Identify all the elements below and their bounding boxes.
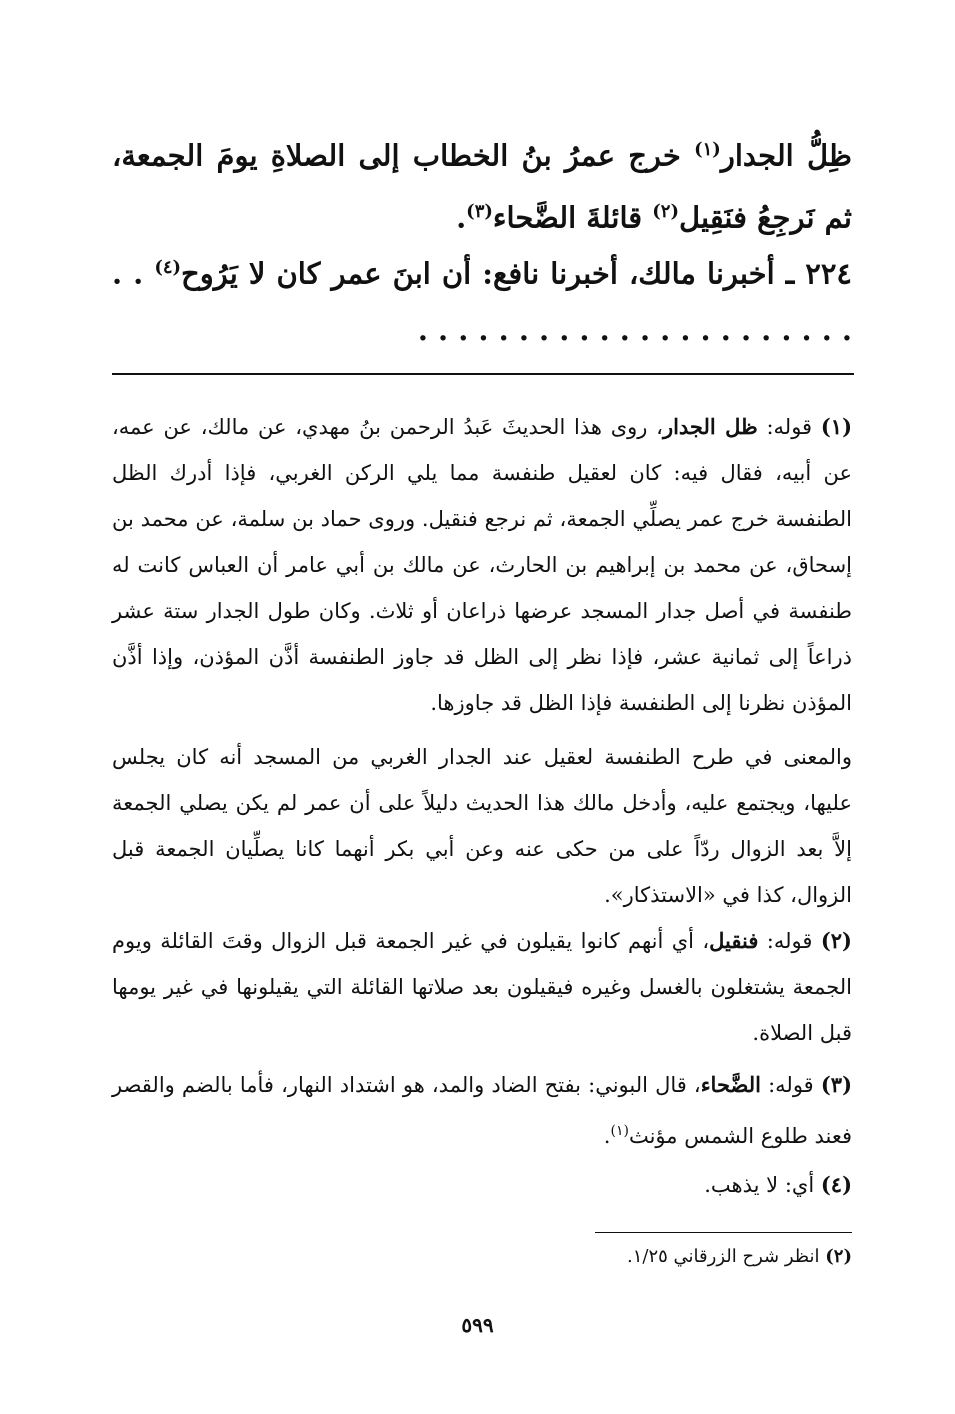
footnote-ref: (٣) <box>466 200 493 222</box>
footnote-2 <box>112 918 852 1056</box>
bottom-note-text: انظر شرح الزرقاني ١/٢٥. <box>627 1246 826 1267</box>
hadith-number: ٢٢٤ ـ <box>785 256 853 291</box>
footnote-lead: قوله: <box>758 929 821 953</box>
bottom-note <box>300 1238 852 1276</box>
footnote-keyword: فنقيل <box>709 928 759 953</box>
footnote-text: أي: لا يذهب. <box>704 1173 821 1197</box>
footnote-text-end: . <box>603 1124 611 1148</box>
main-text-segment: قائلةَ الضَّحاء <box>492 200 653 235</box>
footnote-ref: (٤) <box>154 257 182 278</box>
footnote-lead: قوله: <box>760 1073 821 1097</box>
main-text-segment: . <box>456 200 467 235</box>
footnote-number: (٣) <box>820 1072 852 1097</box>
main-paragraph-2 <box>112 240 852 358</box>
footnote-ref: (١) <box>694 139 721 160</box>
footnote-number: (٤) <box>820 1172 852 1197</box>
footnote-1 <box>112 404 852 726</box>
footnote-keyword: الضَّحاء <box>700 1072 761 1097</box>
footnote-lead: قوله: <box>757 415 821 439</box>
footnote-text: ، قال البوني: بفتح الضاد والمد، هو اشتداد النهار، فأما بالضم والقصر فعند طلوع الشمس مؤنث <box>112 1073 852 1148</box>
footnote-text: ، روى هذا الحديثَ عَبدُ الرحمن بنُ مهدي، عن مالك، عن عمه، عن أبيه، فقال فيه: كان لعقيل طنفسة مما يلي الركن الغربي، فإذا أدرك الظل الطنفسة خرج عمر يصلِّي الجمعة، ثم نرجع فنقيل. وروى حماد بن سلمة، عن محمد بن إسحاق، عن محمد بن إبراهيم بن الحارث، عن مالك بن أبي عامر أن العباس كانت له طنفسة في أصل جدار المسجد عرضها ذراعان أو ثلاث. وكان طول الجدار ستة عشر ذراعاً إلى ثمانية عشر، فإذا نظر إلى الظل قد جاوز الطنفسة أذَّن المؤذن، وإذا أذَّن المؤذن نظرنا إلى الطنفسة فإذا الظل قد جاوزها. <box>112 415 852 715</box>
main-text-segment: خرج عمرُ بنُ الخطاب إلى الصلاةِ يومَ الجمعة، ثم نَرجِعُ فنَقِيل <box>112 138 852 235</box>
footnote-number: (٢) <box>820 928 852 953</box>
footnote-text: ، أي أنهم كانوا يقيلون في غير الجمعة قبل الزوال وقتَ القائلة ويوم الجمعة يشتغلون بالغسل وغيره فيقيلون بعد صلاتها القائلة التي يقيلونها في غير يومها قبل الصلاة. <box>112 929 852 1045</box>
footnote-ref: (١) <box>610 1123 629 1139</box>
footnote-keyword: ظل الجدار <box>662 414 758 439</box>
main-paragraph-1 <box>112 122 852 245</box>
page-number: ٥٩٩ <box>461 1313 494 1337</box>
footnote-text: والمعنى في طرح الطنفسة لعقيل عند الجدار الغربي من المسجد أنه كان يجلس عليها، ويجتمع عليه، وأدخل مالك هذا الحديث دليلاً على أن عمر لم يكن يصلي الجمعة إلاَّ بعد الزوال ردّاً على من حكى عنه وعن أبي بكر أنهما كانا يصلِّيان الجمعة قبل الزوال، كذا في «الاستذكار». <box>112 745 852 907</box>
footnote-4 <box>112 1162 852 1208</box>
footnote-1-continuation <box>112 734 852 918</box>
ellipsis-dots: . . . . . . . . . . . . . . . . . . . . . . . . <box>112 256 852 347</box>
footnote-ref: (٢) <box>652 200 679 222</box>
bottom-note-separator <box>595 1232 852 1233</box>
main-text-segment: ظِلُّ الجدار <box>720 138 852 173</box>
footnote-separator <box>112 373 854 375</box>
bottom-note-number: (٢) <box>825 1246 852 1267</box>
footnote-number: (١) <box>820 414 852 439</box>
footnote-3 <box>112 1062 852 1159</box>
main-text-segment: أخبرنا مالك، أخبرنا نافع: أن ابنَ عمر كان لا يَرُوح <box>181 256 786 291</box>
